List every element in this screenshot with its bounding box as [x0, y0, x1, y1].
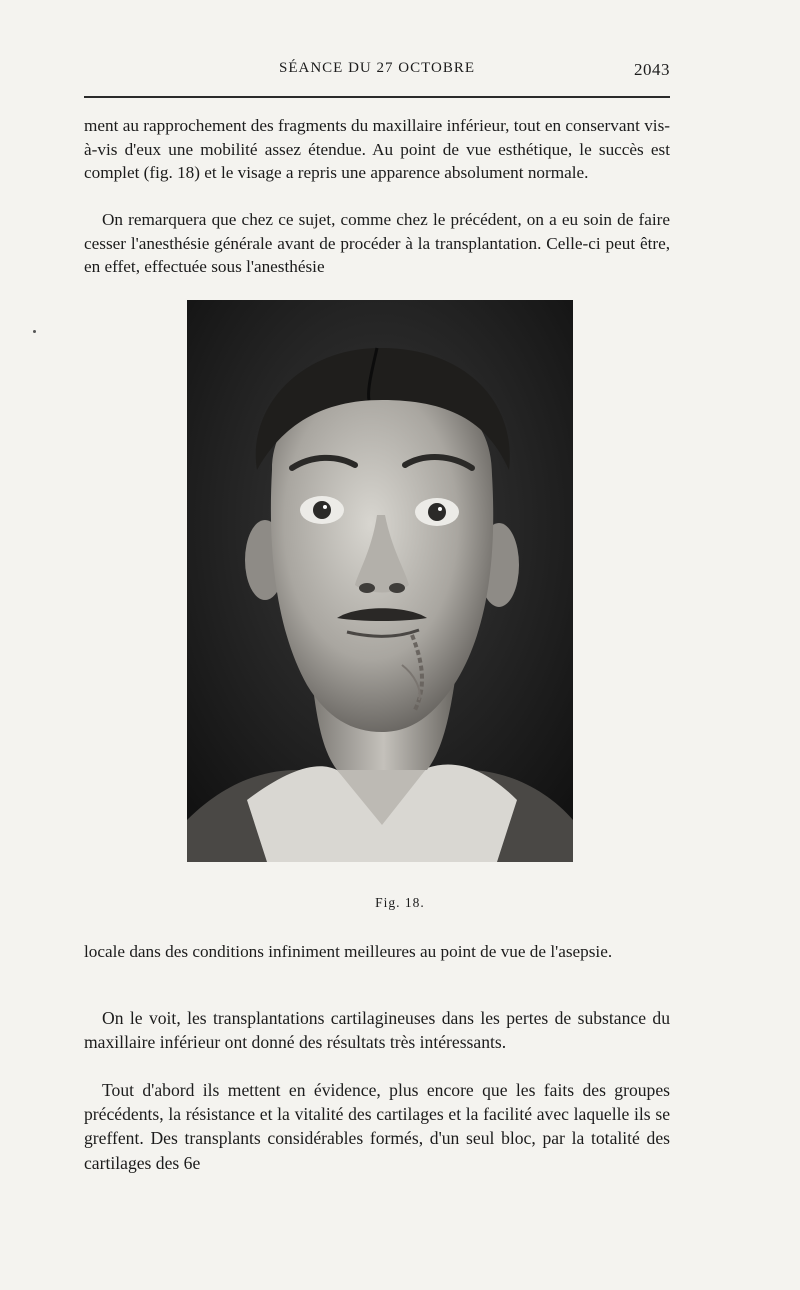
paragraph-continuation: ment au rapprochement des fragments du maxillaire inférieur, tout en conservant vis-à-vis d'eux une mobilité assez étendue. Au point de vue esthétique, le succès est complet (fig. 18) et le visage a repris une apparence absolument normale.	[84, 116, 670, 183]
figure-caption: Fig. 18.	[375, 895, 425, 910]
header-rule	[84, 96, 670, 98]
portrait-image	[187, 300, 573, 862]
running-title: SÉANCE DU 27 OCTOBRE	[279, 60, 475, 76]
paragraph-anesthesia: On remarquera que chez ce sujet, comme chez le précédent, on a eu soin de faire cesser l'anesthésie générale avant de procéder à la transplantation. Celle-ci peut être, en effet, effectuée sous l'anesthésie	[84, 210, 670, 277]
running-header	[84, 60, 670, 84]
page-number: 2043	[634, 60, 670, 79]
portrait-photograph	[187, 300, 573, 862]
paper-speck	[33, 330, 36, 333]
paragraph-results: On le voit, les transplantations cartilagineuses dans les pertes de substance du maxillaire inférieur ont donné des résultats très intéressants.	[84, 1008, 670, 1053]
paragraph-local-anesthesia: locale dans des conditions infiniment meilleures au point de vue de l'asepsie.	[84, 942, 613, 961]
paragraph-evidence: Tout d'abord ils mettent en évidence, plus encore que les faits des groupes précédents, la résistance et la vitalité des cartilages et la facilité avec laquelle ils se greffent. Des transplants considérables formés, d'un seul bloc, par la totalité des cartilages des 6e	[84, 1080, 670, 1173]
